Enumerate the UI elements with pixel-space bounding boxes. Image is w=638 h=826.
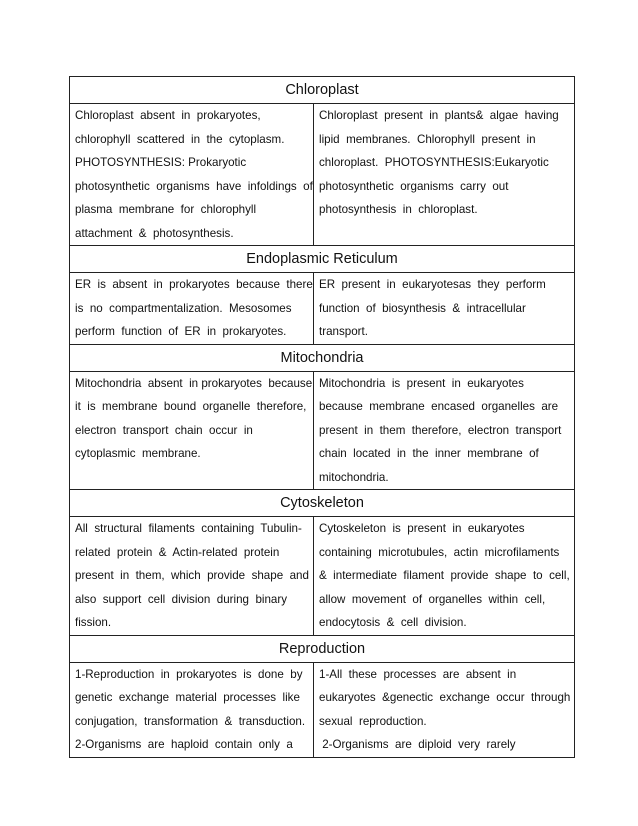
text-line: ER is absent in prokaryotes because there <box>75 278 313 291</box>
text-line: also support cell division during binary <box>75 592 288 606</box>
section-title-chloroplast: Chloroplast <box>70 77 575 104</box>
text-line: sexual reproduction. <box>319 714 427 728</box>
text-line: ER present in eukaryotesas they perform <box>319 278 546 291</box>
text-line: plasma membrane for chlorophyll <box>75 203 257 216</box>
section-body-row-mitochondria <box>70 371 575 490</box>
text-line: & intermediate filament provide shape to cell, <box>319 569 570 582</box>
text-line: eukaryotes &genectic exchange occur through <box>319 691 571 704</box>
text-line: 1-All these processes are absent in <box>319 667 517 681</box>
table-body <box>70 77 575 758</box>
text-line: cytoplasmic membrane. <box>75 447 201 460</box>
text-line: 1-Reproduction in prokaryotes is done by <box>75 667 303 681</box>
eukaryote-cell-mitochondria <box>314 371 575 490</box>
eukaryote-cell-chloroplast <box>314 104 575 246</box>
section-title-reproduction: Reproduction <box>70 635 575 662</box>
text-line: electron transport chain occur in <box>75 423 253 437</box>
text-line: mitochondria. <box>319 470 389 484</box>
prokaryote-cell-cytoskeleton <box>70 517 314 636</box>
text-line: Mitochondria absent in prokaryotes because <box>75 376 313 390</box>
text-line: chloroplast. PHOTOSYNTHESIS:Eukaryotic <box>319 156 549 169</box>
text-line: attachment & photosynthesis. <box>75 226 234 240</box>
section-title-endoplasmic-reticulum: Endoplasmic Reticulum <box>70 246 575 273</box>
text-line: 2-Organisms are diploid very rarely <box>319 738 516 751</box>
text-line: lipid membranes. Chlorophyll present in <box>319 132 536 146</box>
prokaryote-cell-mitochondria <box>70 371 314 490</box>
section-body-row-cytoskeleton <box>70 517 575 636</box>
text-line: containing microtubules, actin microfilaments <box>319 545 560 559</box>
text-line: Cytoskeleton is present in eukaryotes <box>319 522 525 535</box>
text-line: genetic exchange material processes like <box>75 691 300 704</box>
section-header-row-chloroplast <box>70 77 575 104</box>
section-header-row-mitochondria <box>70 344 575 371</box>
text-line: present in them, which provide shape and <box>75 569 309 582</box>
section-header-row-cytoskeleton <box>70 490 575 517</box>
text-line: related protein & Actin-related protein <box>75 545 280 559</box>
eukaryote-cell-endoplasmic-reticulum <box>314 273 575 345</box>
text-line: Chloroplast present in plants& algae having <box>319 109 559 122</box>
text-line: chain located in the inner membrane of <box>319 447 539 460</box>
text-line: All structural filaments containing Tubulin- <box>75 522 302 535</box>
section-header-row-reproduction <box>70 635 575 662</box>
text-line: present in them therefore, electron transport <box>319 423 562 437</box>
section-title-mitochondria: Mitochondria <box>70 344 575 371</box>
text-line: chlorophyll scattered in the cytoplasm. <box>75 132 285 146</box>
text-line: photosynthetic organisms carry out <box>319 179 509 193</box>
section-title-cytoskeleton: Cytoskeleton <box>70 490 575 517</box>
prokaryote-cell-chloroplast <box>70 104 314 246</box>
prokaryote-cell-endoplasmic-reticulum <box>70 273 314 345</box>
text-line: function of biosynthesis & intracellular <box>319 301 526 315</box>
text-line: endocytosis & cell division. <box>319 616 467 629</box>
text-line: perform function of ER in prokaryotes. <box>75 325 287 338</box>
text-line: it is membrane bound organelle therefore, <box>75 400 307 413</box>
text-line: conjugation, transformation & transduction. <box>75 714 306 728</box>
text-line: Chloroplast absent in prokaryotes, <box>75 109 261 122</box>
text-line: is no compartmentalization. Mesosomes <box>75 301 292 315</box>
text-line: Mitochondria is present in eukaryotes <box>319 376 524 390</box>
eukaryote-cell-reproduction <box>314 662 575 757</box>
prokaryote-cell-reproduction <box>70 662 314 757</box>
text-line: allow movement of organelles within cell, <box>319 592 546 606</box>
text-line: PHOTOSYNTHESIS: Prokaryotic <box>75 156 247 169</box>
text-line: photosynthesis in chloroplast. <box>319 203 478 216</box>
section-body-row-endoplasmic-reticulum <box>70 273 575 345</box>
section-body-row-reproduction <box>70 662 575 757</box>
eukaryote-cell-cytoskeleton <box>314 517 575 636</box>
text-line: fission. <box>75 616 112 629</box>
text-line: photosynthetic organisms have infoldings of <box>75 179 313 193</box>
text-line: because membrane encased organelles are <box>319 400 559 413</box>
text-line: 2-Organisms are haploid contain only a <box>75 738 293 751</box>
comparison-table <box>69 76 575 758</box>
section-body-row-chloroplast <box>70 104 575 246</box>
section-header-row-endoplasmic-reticulum <box>70 246 575 273</box>
text-line: transport. <box>319 325 368 338</box>
